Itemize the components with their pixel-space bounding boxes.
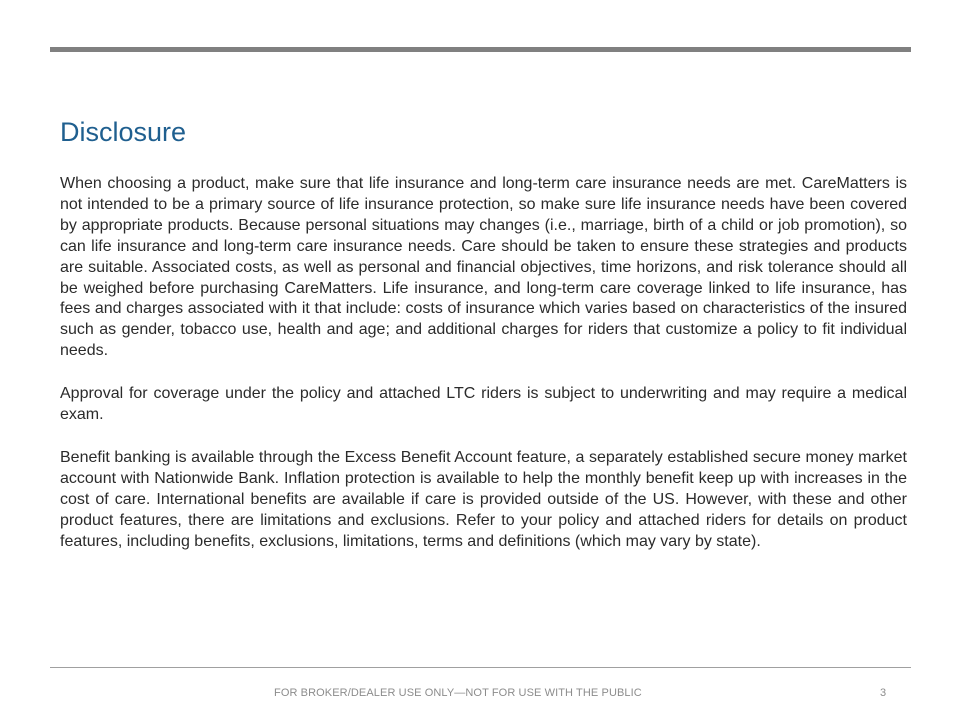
slide-title: Disclosure	[60, 117, 187, 147]
footer-divider	[50, 667, 911, 668]
disclosure-body	[60, 174, 907, 575]
page-number: 3	[880, 687, 887, 699]
header-divider	[50, 47, 911, 52]
footer-disclaimer: FOR BROKER/DEALER USE ONLY—NOT FOR USE WITH THE PUBLIC	[274, 687, 642, 699]
disclosure-paragraph-benefit-banking: Benefit banking is available through the Excess Benefit Account feature, a separately established secure money market account with Nationwide Bank. Inflation protection is available to help the monthly benefit keep up with increases in the cost of care. International benefits are available if care is provided outside of the US. However, with these and other product features, there are limitations and exclusions. Refer to your policy and attached riders for details on product features, including benefits, exclusions, limitations, terms and definitions (which may vary by state).	[60, 448, 907, 550]
disclosure-paragraph-underwriting: Approval for coverage under the policy and attached LTC riders is subject to underwriting and may require a medical exam.	[60, 385, 907, 424]
disclosure-paragraph-product-suitability: When choosing a product, make sure that life insurance and long-term care insurance needs are met. CareMatters is not intended to be a primary source of life insurance protection, so make sure life insurance needs have been covered by appropriate products. Because personal situations may changes (i.e., marriage, birth of a child or job promotion), so can life insurance and long-term care insurance needs. Care should be taken to ensure these strategies and products are suitable. Associated costs, as well as personal and financial objectives, time horizons, and risk tolerance should all be weighed before purchasing CareMatters. Life insurance, and long-term care coverage linked to life insurance, has fees and charges associated with it that include: costs of insurance which varies based on characteristics of the insured such as gender, tobacco use, health and age; and additional charges for riders that customize a policy to fit individual needs.	[60, 175, 907, 360]
